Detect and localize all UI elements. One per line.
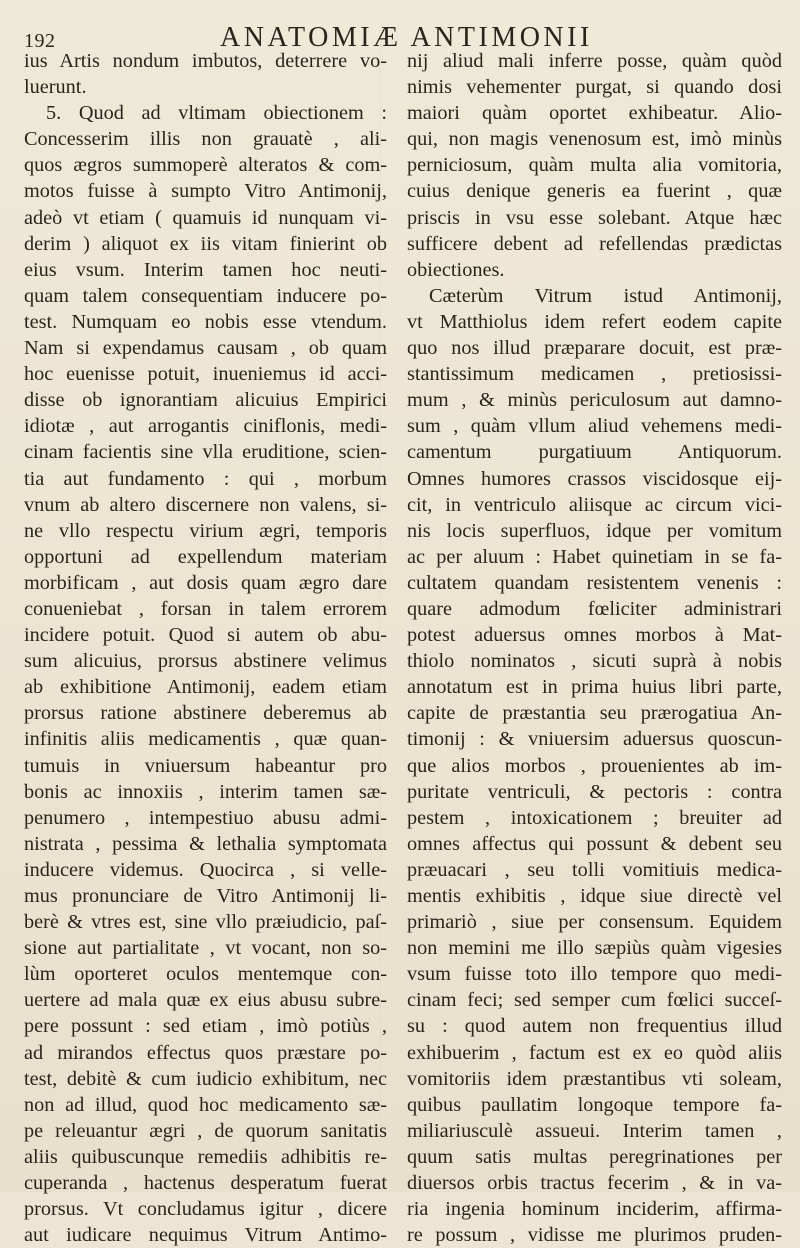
text-line: sufficere debent ad refellendas prædictas [407,232,782,255]
text-line: cit, in ventriculo aliisque ac circum vici- [407,493,782,516]
text-line: prorsus ratione abstinere deberemus ab [24,702,387,725]
text-line: aut iudicare nequimus Vitrum Antimo- [24,1224,387,1247]
text-line: inducere videmus. Quocirca , si velle- [24,858,387,881]
text-line: Nam si expendamus causam , ob quam [24,337,387,360]
text-line: disse ob ignorantiam alicuius Empirici [24,389,387,412]
text-line: motos fuisse à sumpto Vitro Antimonij, [24,180,387,203]
running-title: ANATOMIÆ ANTIMONII [220,22,593,53]
text-line: maiori quàm oportet exhibeatur. Alio- [407,102,782,125]
text-line: cuperanda , hactenus desperatum fuerat [24,1172,387,1195]
text-line: timonij : & vniuersim aduersus quoscun- [407,728,782,751]
text-line: pere possunt : sed etiam , imò potiùs , [24,1015,387,1038]
text-line: re possum , vidisse me plurimos pruden- [407,1224,782,1247]
text-line: exhibuerim , factum est ex eo quòd aliis [407,1041,782,1064]
text-line: annotatum est in prima huius libri parte, [407,676,782,699]
text-line: idiotæ , aut arrogantis ciniflonis, medi- [24,415,387,438]
text-line: sum alicuius, prorsus abstinere velimus [24,650,387,673]
text-line: non ad illud, quod hoc medicamento sæ- [24,1093,387,1116]
text-line: qui, non magis venenosum est, imò minùs [407,128,782,151]
text-line: priscis in vsu esse solebant. Atque hæc [407,206,782,229]
text-line: opportuni ad expellendum materiam [24,545,387,568]
text-line: aliis quibuscunque remediis adhibitis re- [24,1145,387,1168]
text-line: præuacari , seu tolli vomitiuis medica- [407,858,782,881]
text-line: su : quod autem non frequentius illud [407,1015,782,1038]
text-line: Omnes humores crassos viscidosque eij- [407,467,782,490]
text-line: quo nos illud præparare docuit, est præ- [407,337,782,360]
text-line: uertere ad mala quæ ex eius abusu subre- [24,989,387,1012]
text-line: quibus paullatim longoque tempore fa- [407,1093,782,1116]
text-line: non memini me illo sæpiùs quàm vigesies [407,937,782,960]
text-line: 5. Quod ad vltimam obiectionem : [46,102,387,125]
text-line: Concesserim illis non grauatè , ali- [24,128,387,151]
text-line: ne vllo respectu virium ægri, temporis [24,519,387,542]
text-line: sione aut partialitate , vt vocant, non so- [24,937,387,960]
text-line: vsum fuisse toto illo tempore quo medi- [407,963,782,986]
text-line: vt Matthiolus idem refert eodem capite [407,310,782,333]
text-line: miliariusculè assueui. Interim tamen , [407,1119,782,1142]
text-line: conueniebat , forsan in talem errorem [24,597,387,620]
text-line: hoc euenisse potuit, inueniemus id acci- [24,363,387,386]
text-line: incidere potuit. Quod si autem ob abu- [24,624,387,647]
text-line: nis locis superfluos, idque per vomitum [407,519,782,542]
text-line: lùm oporteret oculos mentemque con- [24,963,387,986]
right-text-column [407,48,782,1248]
text-line: test. Numquam eo nobis esse vtendum. [24,310,387,333]
text-line: mus pronunciare de Vitro Antimonij li- [24,885,387,907]
text-line: morbificam , aut dosis quam ægro dare [24,571,387,594]
text-line: omnes affectus qui possunt & debent seu [407,832,782,855]
text-line: camentum purgatiuum Antiquorum. [407,441,782,464]
text-line: thiolo nominatos , sicuti suprà à nobis [407,650,782,673]
text-line: eius vsum. Interim tamen hoc neuti- [24,258,387,281]
text-line: prorsus. Vt concludamus igitur , dicere [24,1198,387,1221]
text-line: diuersos orbis tractus fecerim , & in va- [407,1172,782,1195]
text-line: cinam feci; sed semper cum fœlici succeſ- [407,989,782,1012]
text-line: puritate ventriculi, & pectoris : contra [407,780,782,803]
text-line: stantissimum medicamen , pretiosissi- [407,363,782,386]
text-line: sum , quàm vllum aliud vehemens medi- [407,415,782,438]
text-line: derim ) aliquot ex iis vitam finierint ob [24,232,387,255]
page-number: 192 [24,30,56,52]
text-line: nistrata , pessima & lethalia symptomata [24,832,387,855]
text-line: luerunt. [24,76,87,99]
text-line: primariò , siue per consensum. Equidem [407,911,782,934]
text-line: ac per aluum : Habet quinetiam in se fa- [407,545,782,568]
text-line: obiectiones. [407,258,505,281]
text-line: penumero , intempestiuo abusu admi- [24,806,387,829]
text-line: cinam facientis sine vlla eruditione, scien- [24,441,387,464]
text-line: mum , & minùs periculosum aut damno- [407,389,782,412]
text-line: infinitis aliis medicamentis , quæ quan- [24,728,387,751]
text-line: quos ægros summoperè alteratos & com- [24,154,387,177]
text-line: quum satis multas peregrinationes per [407,1145,782,1168]
text-line: ab exhibitione Antimonij, eadem etiam [24,676,387,699]
text-line: que alios morbos , prouenientes ab im- [407,754,782,777]
text-line: ius Artis nondum imbutos, deterrere vo- [24,50,387,72]
text-line: perniciosum, quàm multa alia vomitoria, [407,154,782,177]
text-line: bonis ac innoxiis , interim tamen sæ- [24,780,387,803]
text-line: cultatem quandam resistentem venenis : [407,571,782,594]
text-line: berè & vtres est, sine vllo præiudicio, paſ- [24,911,387,934]
text-line: mentis exhibitis , idque siue directè vel [407,885,782,907]
text-line: tia aut fundamento : qui , morbum [24,467,387,490]
text-line: potest aduersus omnes morbos à Mat- [407,624,782,647]
text-line: pe releuantur ægri , de quorum sanitatis [24,1119,387,1142]
text-line: nimis vehementer purgat, si quando dosi [407,76,782,99]
text-line: nij aliud mali inferre posse, quàm quòd [407,50,782,72]
page-header [20,18,780,52]
text-line: quam talem consequentiam inducere po- [24,284,387,307]
text-line: quare admodum fœliciter administrari [407,597,782,620]
text-line: ria ingenia hominum inciderim, affirma- [407,1198,782,1221]
text-line: Cæterùm Vitrum istud Antimonij, [429,284,782,307]
text-line: pestem , intoxicationem ; breuiter ad [407,806,782,829]
text-line: capite de præstantia seu prærogatiua An- [407,702,782,725]
text-line: ad mirandos effectus quos præstare po- [24,1041,387,1064]
text-line: test, debitè & cum iudicio exhibitum, nec [24,1067,387,1090]
text-line: vomitoriis idem præstantibus vti soleam, [407,1067,782,1090]
text-line: vnum ab altero discernere non valens, si- [24,493,387,516]
text-line: adeò vt etiam ( quamuis id nunquam vi- [24,206,387,229]
text-line: tumuis in vniuersum habeantur pro [24,754,387,777]
left-text-column [24,48,387,1248]
text-line: cuius denique generis ea fuerint , quæ [407,180,782,203]
